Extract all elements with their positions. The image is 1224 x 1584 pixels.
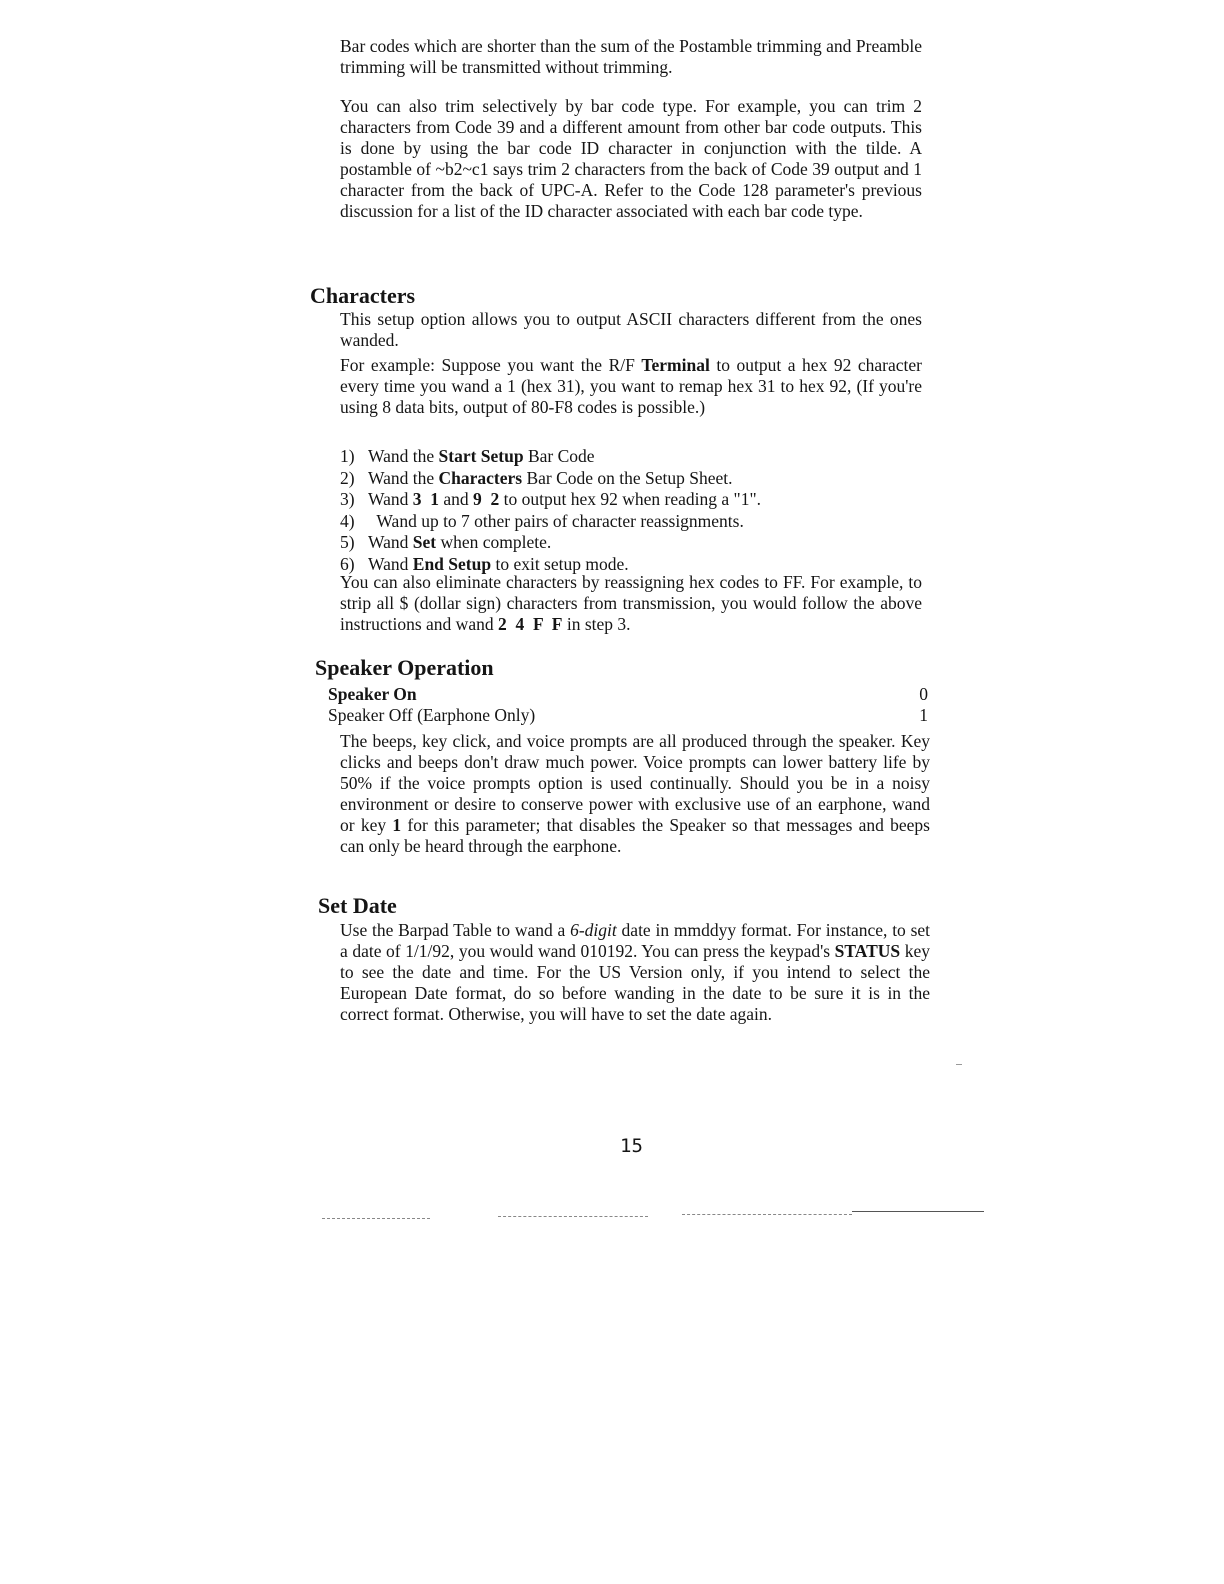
set-date-heading: Set Date	[318, 893, 397, 918]
status-key-bold-text: STATUS	[834, 941, 901, 961]
option-label: Speaker On	[328, 684, 417, 704]
speaker-paragraph	[340, 731, 930, 857]
characters-p3-part-a: You can also eliminate characters by reassigning hex codes to FF. For example, to strip all $ (dollar sign) characters from transmission, you would follow the above instructions and wand	[340, 572, 922, 634]
characters-paragraph-2	[340, 355, 922, 418]
step-text: to exit setup mode.	[491, 553, 629, 574]
option-row-speaker-off	[328, 705, 928, 726]
page-number: 15	[620, 1135, 643, 1157]
terminal-bold-text: Terminal	[641, 355, 710, 375]
scan-speck	[956, 1064, 962, 1065]
characters-paragraph-1	[340, 309, 922, 351]
step-text: and	[439, 489, 474, 509]
step-bold-text: Set	[412, 532, 437, 552]
characters-steps-list	[340, 446, 900, 575]
step-item	[340, 468, 900, 490]
intro-paragraph-2-text: You can also trim selectively by bar code type. For example, you can trim 2 characters from Code 39 and a different amount from other bar code outputs. This is done by using the bar code ID character in conjunction with the tilde. A postamble of ~b2~c1 says trim 2 characters from the back of Code 39 output and 1 character from the back of UPC-A. Refer to the Code 128 parameter's previous discussion for a list of the ID character associated with each bar code type.	[340, 96, 922, 221]
step-bold-text: Start Setup	[438, 446, 524, 466]
step-number: 2)	[340, 467, 355, 488]
set-date-paragraph	[340, 920, 930, 1025]
step-item	[340, 532, 900, 554]
intro-paragraph-2	[340, 96, 922, 222]
characters-paragraph-3	[340, 572, 922, 635]
step-number: 5)	[340, 532, 355, 552]
speaker-p1-part-a: The beeps, key click, and voice prompts are all produced through the speaker. Key clicks and beeps don't draw much power. Voice prompts can lower battery life by 50% if the voice prompts option is used continually. Should you be in a noisy environment or desire to conserve power with exclusive use of an earphone, wand or key	[340, 731, 930, 835]
step-number: 3)	[340, 489, 355, 509]
step-text: Bar Code on the Setup Sheet.	[522, 467, 733, 488]
characters-heading: Characters	[310, 283, 416, 308]
step-bold-text: 9 2	[473, 489, 500, 509]
intro-paragraph-1	[340, 36, 922, 78]
scan-artifact-line	[322, 1218, 430, 1219]
step-number: 1)	[340, 446, 355, 466]
step-number: 4)	[340, 510, 355, 531]
hex-ff-bold-text: 2 4 F F	[497, 614, 563, 634]
step-text: when complete.	[436, 532, 552, 552]
step-bold-text: Characters	[438, 467, 523, 488]
scan-artifact-line	[682, 1214, 852, 1215]
step-text: Wand	[368, 553, 413, 574]
intro-paragraph-1-text: Bar codes which are shorter than the sum of the Postamble trimming and Preamble trimming will be transmitted without trimming.	[340, 36, 922, 77]
step-text: Wand the	[368, 446, 439, 466]
step-item	[340, 511, 900, 533]
step-text: Wand	[368, 532, 413, 552]
characters-p2-part-b: to output a hex 92 character every time you wand a 1 (hex 31), you want to remap hex 31 to hex 92, (If you're using 8 data bits, output of 80-F8 codes is possible.)	[340, 355, 922, 417]
scan-artifact-line	[852, 1211, 984, 1212]
key-one-bold-text: 1	[392, 815, 402, 835]
step-bold-text: End Setup	[412, 553, 492, 574]
step-text: Wand up to 7 other pairs of character reassignments.	[368, 510, 744, 531]
set-date-part-a: Use the Barpad Table to wand a	[340, 920, 571, 940]
step-text: Bar Code	[523, 446, 595, 466]
set-date-part-b: date in mmddyy format. For instance, to set a date of 1/1/92, you would wand 010192. You can press the keypad's	[340, 920, 931, 961]
option-value: 1	[919, 705, 928, 725]
characters-paragraph-1-text: This setup option allows you to output ASCII characters different from the ones wanded.	[340, 309, 922, 350]
speaker-operation-heading: Speaker Operation	[315, 655, 494, 680]
characters-p2-part-a: For example: Suppose you want the R/F	[340, 355, 642, 375]
step-text: Wand the	[368, 467, 439, 488]
option-label: Speaker Off (Earphone Only)	[328, 705, 536, 725]
step-bold-text: 3 1	[412, 489, 440, 509]
scan-artifact-line	[498, 1216, 648, 1217]
step-item	[340, 446, 900, 468]
set-date-part-c: key to see the date and time. For the US Version only, if you intend to select the European Date format, do so before wanding in the date to be sure it is in the correct format. Otherwise, you will have to set the date again.	[340, 941, 930, 1024]
characters-p3-part-b: in step 3.	[562, 614, 631, 634]
step-number: 6)	[340, 553, 355, 574]
step-text: Wand	[368, 489, 413, 509]
six-digit-italic-text: 6-digit	[570, 920, 617, 940]
step-text: to output hex 92 when reading a "1".	[499, 489, 761, 509]
option-value: 0	[919, 684, 928, 704]
option-row-speaker-on	[328, 684, 928, 705]
step-item	[340, 489, 900, 511]
speaker-p1-part-b: for this parameter; that disables the Speaker so that messages and beeps can only be heard through the earphone.	[340, 815, 930, 856]
